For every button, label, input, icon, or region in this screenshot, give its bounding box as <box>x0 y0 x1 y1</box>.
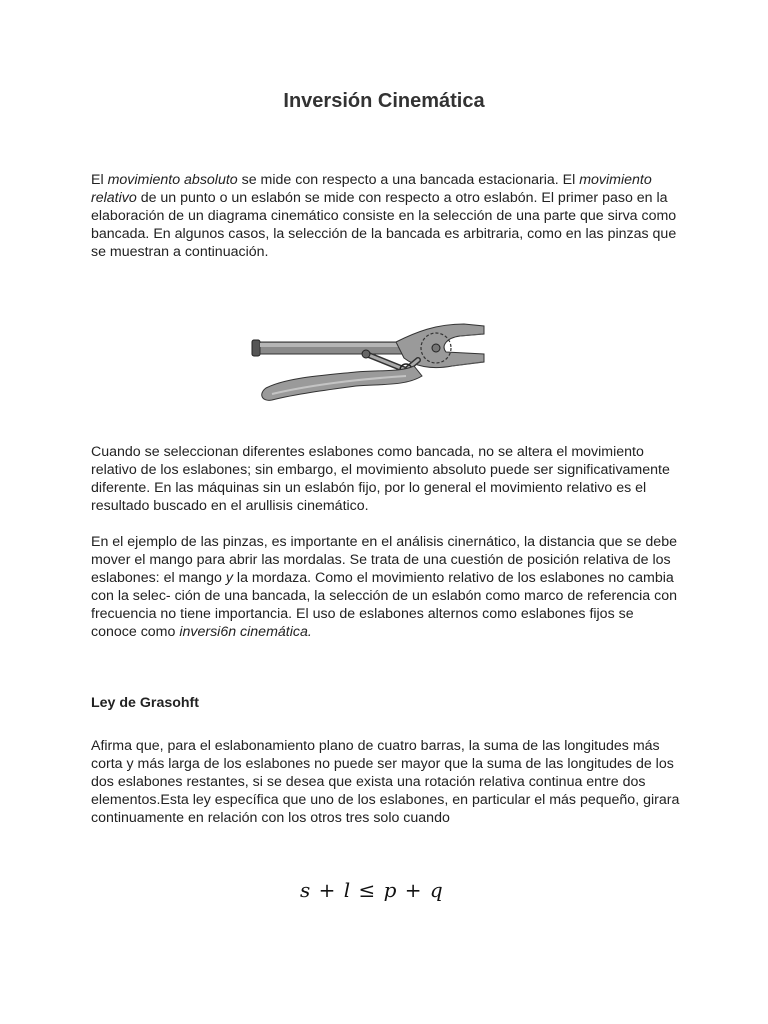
grashof-formula: s + l ≤ p + q <box>300 878 444 902</box>
page-title: Inversión Cinemática <box>283 90 485 112</box>
paragraph-intro <box>91 171 681 261</box>
intro-text-1: El <box>91 172 108 188</box>
intro-text-3: de un punto o un eslabón se mide con respecto a otro eslabón. El primer paso en la elaboración de un diagrama cinemático consiste en la selección de una parte que sirva como bancada. En algunos casos, la selección de la bancada es arbitraria, como en las pinzas que se muestran a continuación. <box>91 190 677 260</box>
paragraph-pinzas <box>91 533 681 641</box>
pinzas-text-2: la mordaza. Como el movimiento relativo de los eslabones no cambia con la selec- ción de una bancada, la selección de un eslabón como marco de referencia con frecuencia no tiene importancia. El uso de eslabones alternos como eslabones fijos se conoce como <box>91 570 677 640</box>
intro-emphasis-relative: movimiento relativo <box>91 172 652 206</box>
intro-text-2: se mide con respecto a una bancada estacionaria. El <box>237 172 580 188</box>
paragraph-grashof: Afirma que, para el eslabonamiento plano de cuatro barras, la suma de las longitudes más corta y más larga de los eslabones no puede ser mayor que la suma de las longitudes de los dos eslabones restantes, si se desea que exista una rotación relativa continua entre dos elementos.Esta ley específica que uno de los eslabones, en particular el más pequeño, girara continuamente en relación con los otros tres solo cuando <box>91 738 680 826</box>
pinzas-text-1: En el ejemplo de las pinzas, es importante en el análisis cinernático, la distancia que se debe mover el mango para abrir las mordalas. Se trata de una cuestión de posición relativa de los eslabones: el mango <box>91 534 677 586</box>
section-heading-grashof: Ley de Grasohft <box>91 695 200 711</box>
pinzas-emphasis-y: y <box>225 570 233 586</box>
pinzas-emphasis-inversion: inversi6n cinemática. <box>179 624 312 640</box>
pliers-illustration <box>246 310 496 415</box>
intro-emphasis-absolute: movimiento absoluto <box>107 172 238 188</box>
paragraph-bancada: Cuando se seleccionan diferentes eslabones como bancada, no se altera el movimiento relativo de los eslabones; sin embargo, el movimiento absoluto puede ser significativamente diferente. En las máquinas sin un eslabón fijo, por lo general el movimiento relativo es el resultado buscado en el arullisis cinemático. <box>91 444 670 514</box>
